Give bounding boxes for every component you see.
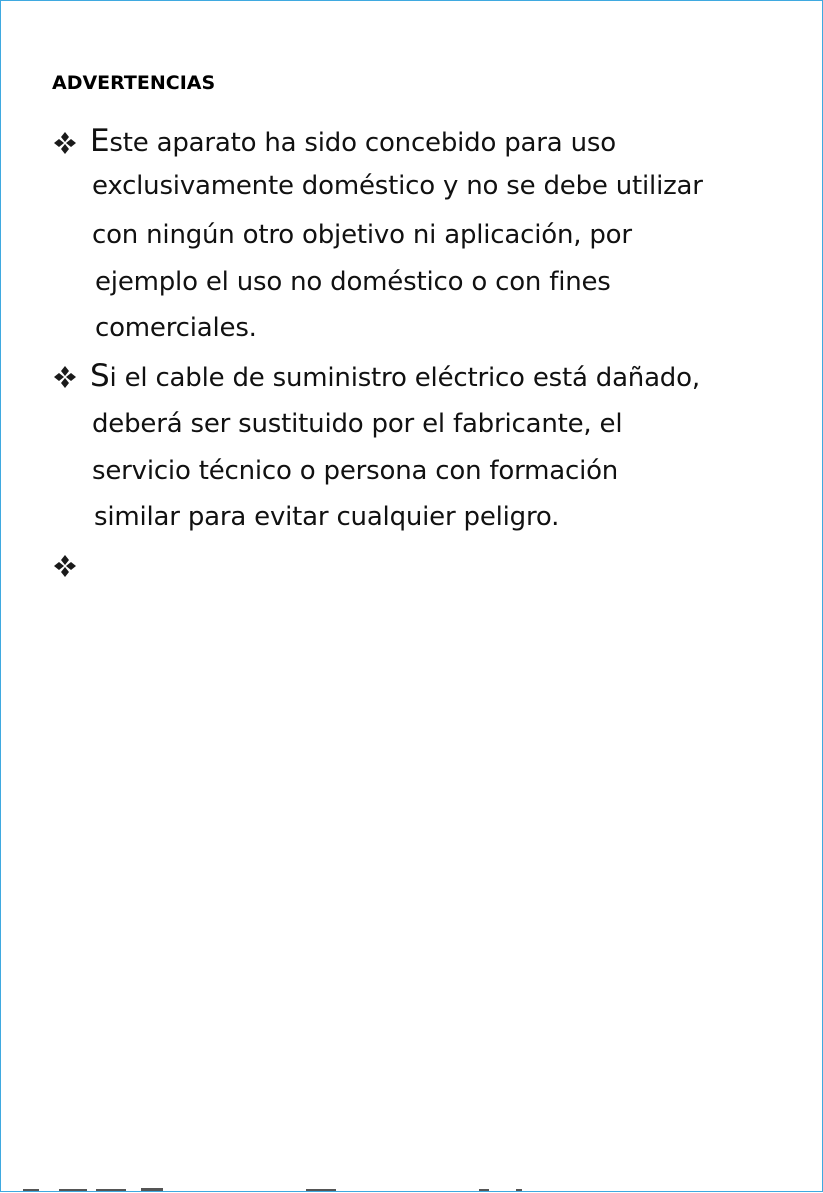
warning-2-line-2: deberá ser sustituido por el fabricante, el xyxy=(92,409,623,439)
warning-2-initial: S xyxy=(90,358,110,394)
four-diamond-bullet-icon xyxy=(53,365,77,389)
warning-1-line-5: comerciales. xyxy=(95,313,257,343)
page-heading: ADVERTENCIAS xyxy=(52,72,216,94)
warning-1-initial: E xyxy=(90,123,110,159)
cropped-bottom-marks xyxy=(1,1187,823,1193)
warning-1-line-2: exclusivamente doméstico y no se debe utilizar xyxy=(92,171,703,201)
four-diamond-bullet-icon xyxy=(53,131,77,155)
warning-2-line-4: similar para evitar cualquier peligro. xyxy=(94,502,560,532)
warning-2-text: i el cable de suministro eléctrico está dañado, xyxy=(109,363,700,393)
four-diamond-bullet-icon xyxy=(53,554,77,578)
warning-2-line-1 xyxy=(90,358,700,394)
warning-2-line-3: servicio técnico o persona con formación xyxy=(92,456,619,486)
warning-1-line-1 xyxy=(90,123,616,159)
warning-1-text: ste aparato ha sido concebido para uso xyxy=(109,128,616,158)
warning-1-line-4: ejemplo el uso no doméstico o con fines xyxy=(95,267,611,297)
warning-1-line-3: con ningún otro objetivo ni aplicación, por xyxy=(92,220,632,250)
